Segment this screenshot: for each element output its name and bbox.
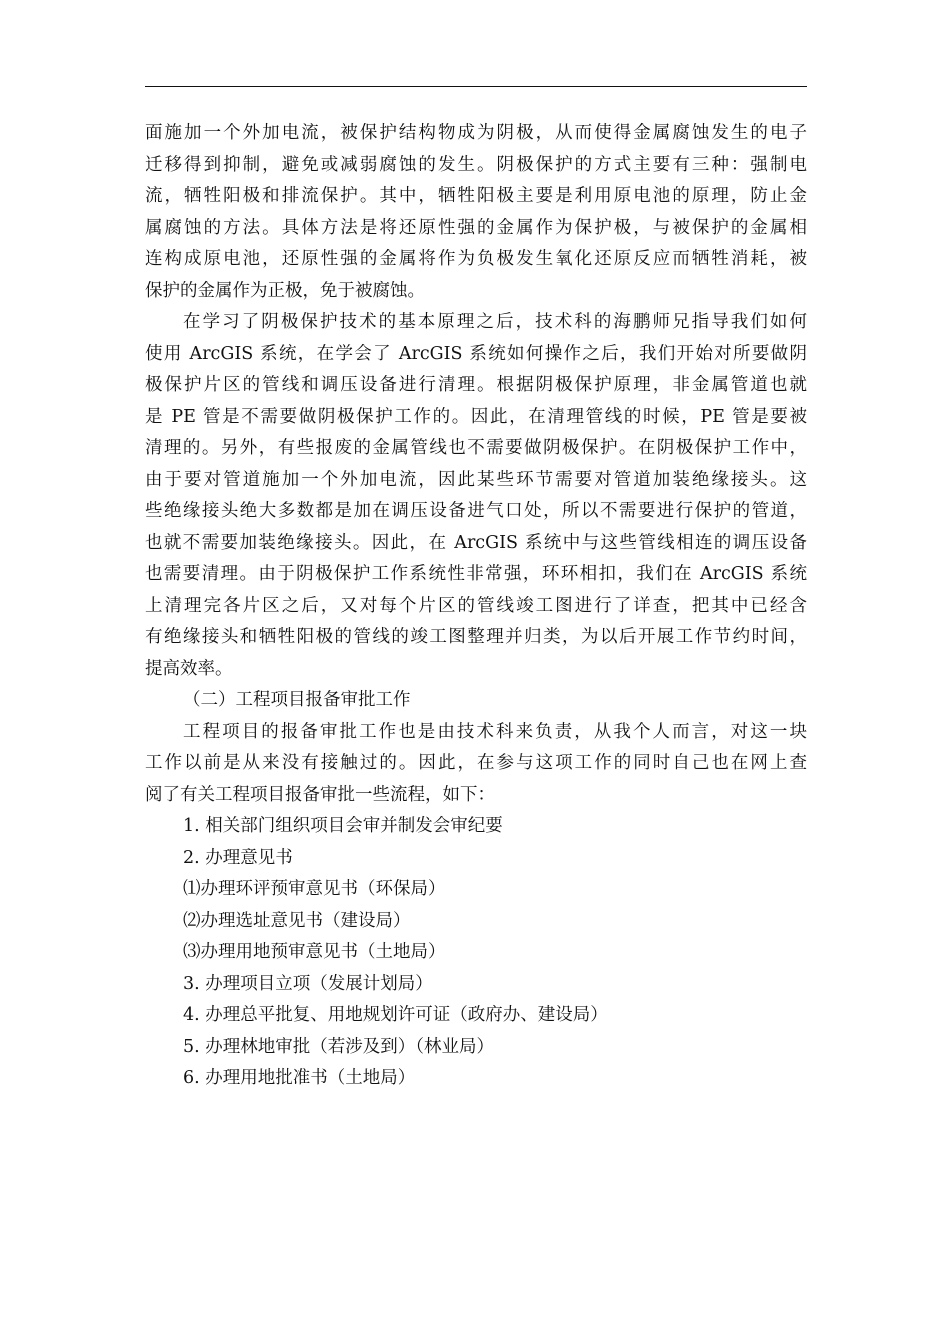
paragraph-2-line: 提高效率。 <box>145 658 233 679</box>
list-item: ⑵办理选址意见书（建设局） <box>183 910 411 931</box>
paragraph-2-line: 有绝缘接头和牺牲阳极的管线的竣工图整理并归类，为以后开展工作节约时间， <box>145 627 807 647</box>
paragraph-2-line: 也需要清理。由于阴极保护工作系统性非常强，环环相扣，我们在 ArcGIS 系统 <box>145 564 807 584</box>
list-item: 6. 办理用地批准书（土地局） <box>183 1068 416 1088</box>
list-item: 3. 办理项目立项（发展计划局） <box>183 973 433 994</box>
list-item: 4. 办理总平批复、用地规划许可证（政府办、建设局） <box>183 1005 608 1025</box>
body-text <box>145 118 807 1095</box>
paragraph-2-line: 在学习了阴极保护技术的基本原理之后，技术科的海鹏师兄指导我们如何 <box>183 312 807 332</box>
list-item: ⑴办理环评预审意见书（环保局） <box>183 879 446 899</box>
paragraph-3-line: 阅了有关工程项目报备审批一些流程，如下： <box>145 784 495 805</box>
section-heading: （二）工程项目报备审批工作 <box>183 690 411 710</box>
list-item: 2. 办理意见书 <box>183 847 293 868</box>
paragraph-3-line: 工程项目的报备审批工作也是由技术科来负责，从我个人而言，对这一块 <box>183 721 807 742</box>
paragraph-2-line: 使用 ArcGIS 系统，在学会了 ArcGIS 系统如何操作之后，我们开始对所要做阴 <box>145 343 807 364</box>
paragraph-2-line: 是 PE 管是不需要做阴极保护工作的。因此，在清理管线的时候，PE 管是要被 <box>145 406 807 427</box>
paragraph-2-line: 也就不需要加装绝缘接头。因此，在 ArcGIS 系统中与这些管线相连的调压设备 <box>145 532 807 553</box>
paragraph-3-line: 工作以前是从来没有接触过的。因此，在参与这项工作的同时自己也在网上查 <box>145 753 807 773</box>
paragraph-1-line: 流，牺牲阳极和排流保护。其中，牺牲阳极主要是利用原电池的原理，防止金 <box>145 186 807 206</box>
header-rule <box>145 86 807 87</box>
list-item: 5. 办理林地审批（若涉及到）（林业局） <box>183 1036 495 1057</box>
paragraph-1-line: 连构成原电池，还原性强的金属将作为负极发生氧化还原反应而牺牲消耗，被 <box>145 249 807 269</box>
paragraph-2-line: 些绝缘接头绝大多数都是加在调压设备进气口处，所以不需要进行保护的管道， <box>145 501 807 521</box>
paragraph-1-line: 迁移得到抑制，避免或减弱腐蚀的发生。阴极保护的方式主要有三种：强制电 <box>145 154 807 175</box>
list-item: ⑶办理用地预审意见书（土地局） <box>183 942 446 962</box>
paragraph-2-line: 极保护片区的管线和调压设备进行清理。根据阴极保护原理，非金属管道也就 <box>145 375 807 395</box>
paragraph-1-line: 属腐蚀的方法。具体方法是将还原性强的金属作为保护极，与被保护的金属相 <box>145 217 807 238</box>
paragraph-1-line: 面施加一个外加电流，被保护结构物成为阴极，从而使得金属腐蚀发生的电子 <box>145 123 807 143</box>
paragraph-2-line: 清理的。另外，有些报废的金属管线也不需要做阴极保护。在阴极保护工作中， <box>145 438 807 458</box>
paragraph-2-line: 上清理完各片区之后，又对每个片区的管线竣工图进行了详查，把其中已经含 <box>145 595 807 616</box>
paragraph-1-line: 保护的金属作为正极，免于被腐蚀。 <box>145 280 425 301</box>
paragraph-2-line: 由于要对管道施加一个外加电流，因此某些环节需要对管道加装绝缘接头。这 <box>145 469 807 490</box>
list-item: 1. 相关部门组织项目会审并制发会审纪要 <box>183 816 503 836</box>
